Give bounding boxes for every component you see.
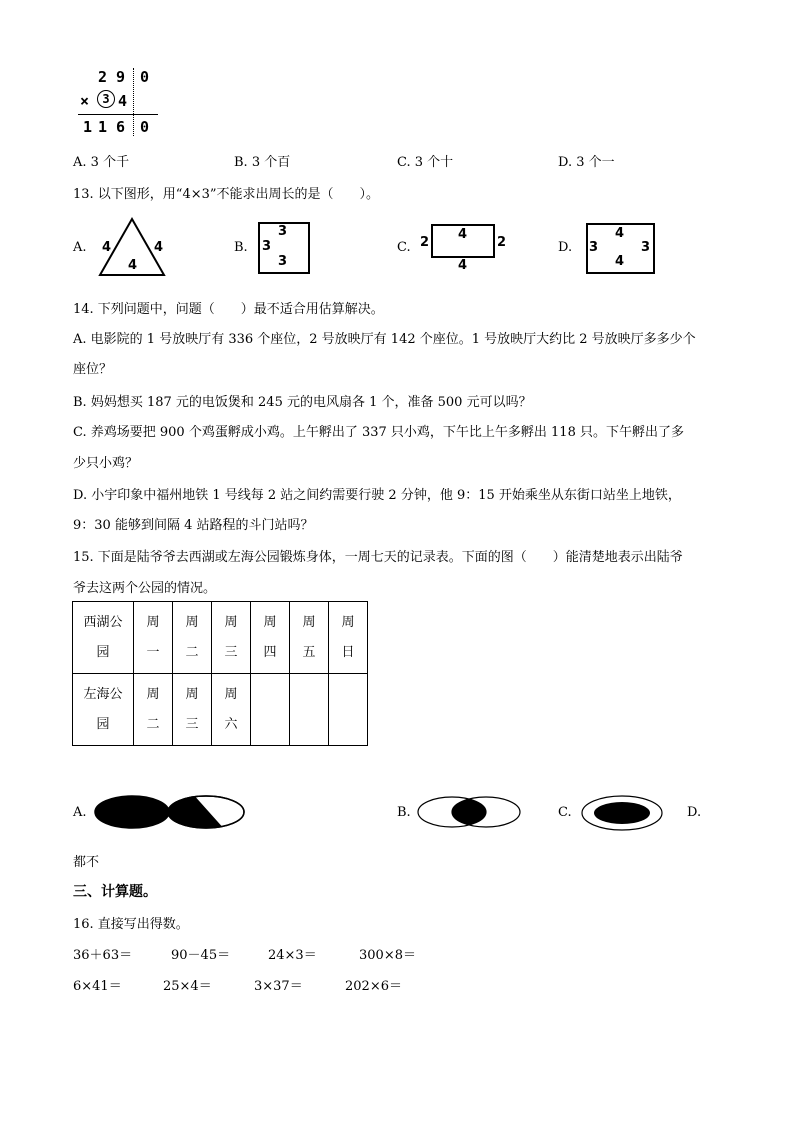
cell-text: 一: [146, 644, 160, 660]
figure-label: 3: [278, 254, 288, 269]
mult-digit: 9: [116, 68, 126, 86]
figure-label: 3: [262, 239, 272, 254]
mult-digit: 4: [118, 92, 128, 110]
q12-option-a[interactable]: [73, 151, 129, 170]
cell-text: 左海公: [83, 686, 123, 702]
figure-label: 3: [278, 224, 288, 239]
figure-label: 4: [615, 226, 625, 241]
figure-label: 3: [589, 240, 599, 255]
mult-sign: ×: [80, 92, 90, 110]
q15-option-c-letter[interactable]: C.: [558, 805, 572, 820]
mult-digit: 1: [98, 118, 108, 136]
calc-item: 90－45＝: [171, 948, 231, 963]
cell-text: 二: [185, 644, 199, 660]
mult-dotted-divider: [133, 68, 134, 136]
option-text: 3 个百: [251, 155, 291, 170]
calc-item: 300×8＝: [359, 948, 416, 963]
cell-text: 六: [224, 716, 238, 732]
q12-option-d[interactable]: [558, 151, 615, 170]
mult-digit: 6: [116, 118, 126, 136]
table-cell: [212, 602, 251, 674]
cell-text: 四: [263, 644, 277, 660]
cell-text: 周: [146, 686, 160, 702]
cell-text: 三: [224, 644, 238, 660]
figure-label: 4: [102, 240, 112, 255]
option-letter: A.: [73, 155, 87, 170]
figure-label: 4: [128, 258, 138, 273]
cell-text: 周: [146, 614, 160, 630]
q14-option-d[interactable]: D. 小宇印象中福州地铁 1 号线每 2 站之间约需要行驶 2 分钟，他 9：15 开始乘坐从东街口站坐上地铁，: [73, 488, 681, 503]
cell-text: 三: [185, 716, 199, 732]
cell-text: 日: [341, 644, 355, 660]
record-table: [72, 601, 368, 746]
cell-text: 西湖公: [83, 614, 123, 630]
cell-text: 周: [185, 614, 199, 630]
q14-option-c[interactable]: C. 养鸡场要把 900 个鸡蛋孵成小鸡。上午孵出了 337 只小鸡，下午比上午多孵出 118 只。下午孵出了多: [73, 425, 684, 440]
q15-stem: 15. 下面是陆爷爷去西湖或左海公园锻炼身体，一周七天的记录表。下面的图（ ）能清楚地表示出陆爷: [73, 550, 683, 565]
table-cell: [212, 674, 251, 746]
section-title: 三、计算题。: [73, 884, 157, 900]
calc-item: 6×41＝: [73, 979, 122, 994]
figure-label: 2: [420, 235, 430, 250]
figure-label: 2: [497, 235, 507, 250]
q15-option-d-text: 都不: [73, 855, 100, 870]
cell-text: 园: [96, 716, 110, 732]
option-letter: D.: [558, 155, 573, 170]
mult-rule: [78, 114, 158, 115]
calc-item: 3×37＝: [254, 979, 303, 994]
table-cell: [329, 602, 368, 674]
figure-label: 4: [458, 227, 468, 242]
figure-label: 3: [641, 240, 651, 255]
q15-option-a-letter[interactable]: A.: [73, 805, 87, 820]
calc-item: 24×3＝: [268, 948, 317, 963]
mult-digit: 2: [98, 68, 108, 86]
mult-digit: 0: [140, 68, 150, 86]
nested-ovals-diagram: [580, 794, 664, 832]
option-text: 3 个一: [576, 155, 615, 170]
table-cell: [73, 602, 134, 674]
q13-option-a-letter[interactable]: A.: [73, 240, 87, 255]
table-cell: [173, 674, 212, 746]
mult-digit: 1: [83, 118, 93, 136]
option-text: 3 个十: [414, 155, 454, 170]
q12-option-c[interactable]: [397, 151, 453, 170]
table-cell: [173, 602, 212, 674]
calc-item: 36＋63＝: [73, 948, 133, 963]
calc-item: 25×4＝: [163, 979, 212, 994]
option-text: 3 个千: [90, 155, 130, 170]
cell-text: 周: [224, 614, 238, 630]
table-cell: [73, 674, 134, 746]
q15-option-d-letter[interactable]: D.: [687, 805, 702, 820]
venn-diagram: [416, 795, 522, 829]
table-cell: [290, 602, 329, 674]
q14-option-c-cont: 少只小鸡？: [73, 456, 139, 471]
cell-text: 周: [302, 614, 316, 630]
q14-option-b[interactable]: B. 妈妈想买 187 元的电饭煲和 245 元的电风扇各 1 个，准备 500 元可以吗？: [73, 395, 532, 410]
table-cell: [251, 674, 290, 746]
q13-stem: 13. 以下图形，用“4×3”不能求出周长的是（ ）。: [73, 187, 380, 202]
q14-option-a[interactable]: A. 电影院的 1 号放映厅有 336 个座位，2 号放映厅有 142 个座位。1 号放映厅大约比 2 号放映厅多多少个: [73, 332, 696, 347]
option-letter: B.: [234, 155, 248, 170]
cell-text: 五: [302, 644, 316, 660]
table-cell: [290, 674, 329, 746]
q14-stem: 14. 下列问题中，问题（ ）最不适合用估算解决。: [73, 302, 384, 317]
q14-option-a-cont: 座位？: [73, 362, 113, 377]
vertical-multiplication: [78, 68, 168, 138]
q13-option-b-letter[interactable]: B.: [234, 240, 248, 255]
q13-option-d-letter[interactable]: D.: [558, 240, 573, 255]
cell-text: 周: [224, 686, 238, 702]
calc-item: 202×6＝: [345, 979, 402, 994]
table-row: [73, 602, 368, 674]
cell-text: 周: [185, 686, 199, 702]
q12-option-b[interactable]: [234, 151, 290, 170]
q15-stem-cont: 爷去这两个公园的情况。: [73, 581, 217, 596]
table-cell: [134, 674, 173, 746]
figure-label: 4: [615, 254, 625, 269]
table-cell: [329, 674, 368, 746]
q13-option-c-letter[interactable]: C.: [397, 240, 411, 255]
figure-label: 4: [458, 258, 468, 273]
q14-option-d-cont: 9：30 能够到间隔 4 站路程的斗门站吗？: [73, 518, 314, 533]
figure-label: 4: [154, 240, 164, 255]
cell-text: 园: [96, 644, 110, 660]
table-row: [73, 674, 368, 746]
option-letter: C.: [397, 155, 411, 170]
mult-digit: 0: [140, 118, 150, 136]
cell-text: 周: [263, 614, 277, 630]
cell-text: 周: [341, 614, 355, 630]
q16-stem: 16. 直接写出得数。: [73, 917, 189, 932]
two-ovals-diagram: [92, 793, 248, 831]
mult-circled-digit: 3: [97, 90, 115, 108]
table-cell: [134, 602, 173, 674]
cell-text: 二: [146, 716, 160, 732]
q15-option-b-letter[interactable]: B.: [397, 805, 411, 820]
table-cell: [251, 602, 290, 674]
